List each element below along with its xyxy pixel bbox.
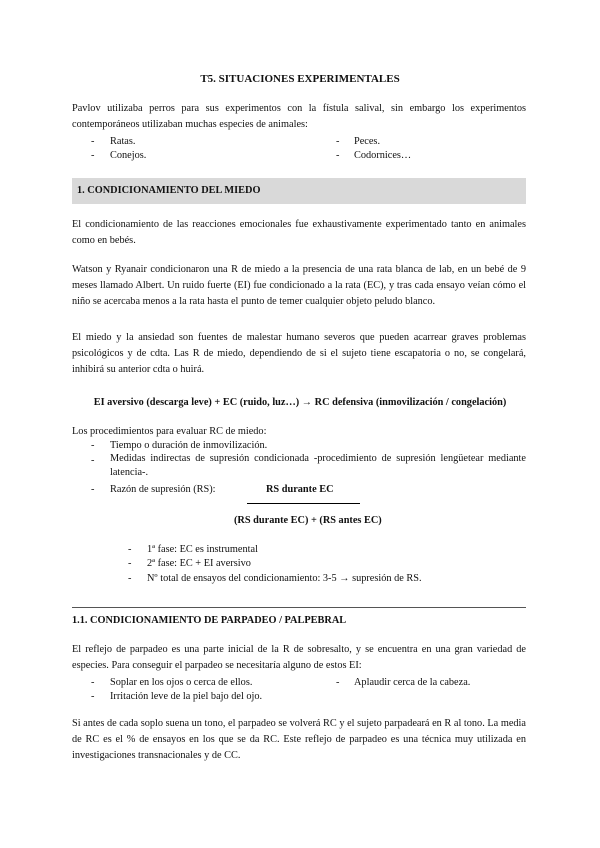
list-dash: - — [91, 136, 95, 147]
list-dash: - — [128, 573, 132, 584]
list-item: Ratas. — [110, 136, 136, 147]
list-item: Aplaudir cerca de la cabeza. — [354, 677, 471, 688]
list-item: Irritación leve de la piel bajo del ojo. — [110, 691, 263, 702]
list-dash: - — [336, 150, 340, 161]
list-item: 2ª fase: EC + EI aversivo — [147, 558, 251, 569]
intro-paragraph: Pavlov utilizaba perros para sus experimentos con la fístula salival, sin embargo los experimentos contemporáneos utilizaban muchas especies de animales: — [72, 103, 526, 130]
list-item: Soplar en los ojos o cerca de ellos. — [110, 677, 253, 688]
list-item: Codornices… — [354, 150, 412, 161]
list-item: Medidas indirectas de supresión condicionada -procedimiento de supresión lengüetear mediante latencia-. — [110, 453, 526, 478]
section-divider — [72, 607, 526, 608]
list-dash: - — [128, 558, 132, 569]
section-heading: 1.1. CONDICIONAMIENTO DE PARPADEO / PALPEBRAL — [72, 615, 347, 626]
list-item: Conejos. — [110, 150, 147, 161]
paragraph: Watson y Ryanair condicionaron una R de miedo a la presencia de una rata blanca de lab, en un bebé de 9 meses llamado Albert. Un ruido fuerte (EI) fue condicionado a la rata (EC), y tras cada ensayo veían cómo el niño se acercaba menos a la rata hasta el punto de temer cualquier objeto peludo blanco. — [72, 264, 526, 307]
list-dash: - — [91, 484, 95, 495]
list-dash: - — [91, 455, 95, 466]
section-heading-band — [72, 178, 526, 204]
ratio-denominator: (RS durante EC) + (RS antes EC) — [234, 515, 382, 526]
paragraph: Si antes de cada soplo suena un tono, el parpadeo se volverá RC y el sujeto parpadeará en R al tono. La media de RC es el % de ensayos en los que se da RC. Este reflejo de parpadeo es una técnica muy utilizada en investigaciones transnacionales y de CC. — [72, 718, 526, 761]
list-dash: - — [336, 136, 340, 147]
list-dash: - — [91, 691, 95, 702]
paragraph: El reflejo de parpadeo es una parte inicial de la R de sobresalto, y se encuentra en una gran variedad de especies. Para conseguir el parpadeo se necesitaría alguno de estos EI: — [72, 644, 526, 671]
list-dash: - — [91, 150, 95, 161]
page-title: T5. SITUACIONES EXPERIMENTALES — [200, 73, 400, 85]
list-dash: - — [128, 544, 132, 555]
formula: EI aversivo (descarga leve) + EC (ruido, luz…) → RC defensiva (inmovilización / congelación) — [93, 397, 507, 408]
list-item: Razón de supresión (RS): — [110, 484, 216, 495]
fraction-line — [247, 503, 360, 504]
list-item: Tiempo o duración de inmovilización. — [110, 440, 268, 451]
paragraph: El condicionamiento de las reacciones emocionales fue exhaustivamente experimentado tanto en animales como en bebés. — [72, 219, 526, 246]
list-item: Peces. — [354, 136, 381, 147]
section-heading: 1. CONDICIONAMIENTO DEL MIEDO — [77, 185, 261, 196]
ratio-numerator: RS durante EC — [266, 484, 334, 495]
list-dash: - — [91, 440, 95, 451]
list-dash: - — [91, 677, 95, 688]
list-dash: - — [336, 677, 340, 688]
paragraph: El miedo y la ansiedad son fuentes de malestar humano severos que pueden acarrear graves problemas psicológicos y de cdta. Las R de miedo, dependiendo de si el sujeto tiene escapatoria o no, se congelará, inhibirá su anterior cdta o huirá. — [72, 332, 526, 375]
list-item: 1ª fase: EC es instrumental — [147, 544, 258, 555]
list-item: Nº total de ensayos del condicionamiento: 3-5 → supresión de RS. — [147, 573, 422, 584]
procedures-intro: Los procedimientos para evaluar RC de miedo: — [72, 426, 267, 437]
